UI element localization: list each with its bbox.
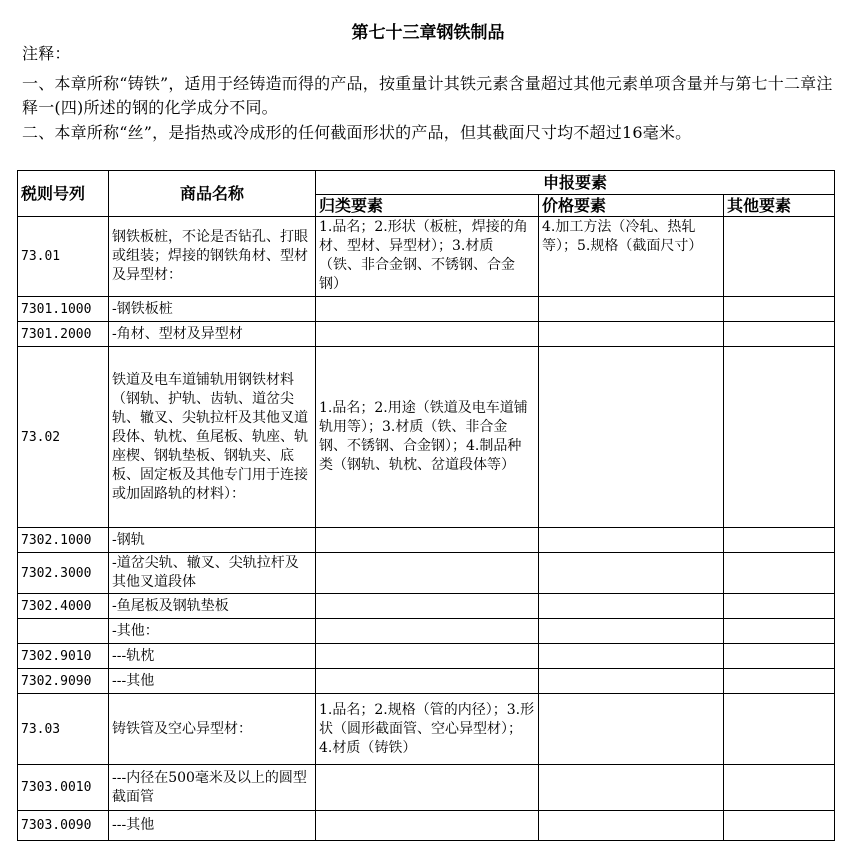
cell-code: 7303.0090 — [18, 811, 109, 841]
cell-code: 73.03 — [18, 694, 109, 765]
cell-code: 7301.2000 — [18, 322, 109, 347]
cell-other — [724, 811, 835, 841]
cell-classification: 1.品名；2.用途（铁道及电车道铺轨用等）；3.材质（铁、非合金钢、不锈钢、合金钢）；4.制品种类（钢轨、轨枕、岔道段体等） — [316, 347, 539, 528]
header-code: 税则号列 — [18, 171, 109, 217]
cell-classification — [316, 594, 539, 619]
table-row — [18, 528, 835, 553]
cell-other — [724, 297, 835, 322]
table-row — [18, 217, 835, 297]
cell-other — [724, 594, 835, 619]
cell-code: 7302.1000 — [18, 528, 109, 553]
cell-classification — [316, 553, 539, 594]
table-row — [18, 553, 835, 594]
cell-classification: 1.品名；2.规格（管的内径）；3.形状（圆形截面管、空心异型材）；4.材质（铸铁） — [316, 694, 539, 765]
cell-classification — [316, 811, 539, 841]
cell-classification — [316, 322, 539, 347]
table-row — [18, 644, 835, 669]
chapter-title: 第七十三章钢铁制品 — [351, 23, 505, 43]
cell-code: 7302.9010 — [18, 644, 109, 669]
cell-other — [724, 765, 835, 811]
cell-name: -其他： — [109, 619, 316, 644]
cell-code: 7301.1000 — [18, 297, 109, 322]
cell-price — [539, 811, 724, 841]
cell-price — [539, 669, 724, 694]
cell-price — [539, 644, 724, 669]
table-row — [18, 694, 835, 765]
cell-name: ---其他 — [109, 811, 316, 841]
cell-classification — [316, 644, 539, 669]
cell-classification — [316, 297, 539, 322]
cell-other — [724, 694, 835, 765]
note-1: 一、本章所称“铸铁”，适用于经铸造而得的产品，按重量计其铁元素含量超过其他元素单项含量并与第七十二章注释一(四)所述的钢的化学成分不同。 — [22, 74, 833, 117]
cell-code: 7302.3000 — [18, 553, 109, 594]
header-price: 价格要素 — [539, 195, 724, 217]
cell-other — [724, 619, 835, 644]
cell-name: -鱼尾板及钢轨垫板 — [109, 594, 316, 619]
table-row — [18, 811, 835, 841]
cell-classification: 1.品名；2.形状（板桩，焊接的角材、型材、异型材）；3.材质（铁、非合金钢、不锈钢、合金钢） — [316, 217, 539, 297]
cell-code: 7302.9090 — [18, 669, 109, 694]
cell-name: 铁道及电车道铺轨用钢铁材料（钢轨、护轨、齿轨、道岔尖轨、辙叉、尖轨拉杆及其他叉道段体、轨枕、鱼尾板、轨座、轨座楔、钢轨垫板、钢轨夹、底板、固定板及其他专门用于连接或加固路轨的材料）： — [109, 347, 316, 528]
cell-classification — [316, 765, 539, 811]
cell-other — [724, 528, 835, 553]
cell-price — [539, 297, 724, 322]
table-row — [18, 594, 835, 619]
cell-name: -角材、型材及异型材 — [109, 322, 316, 347]
table-row — [18, 619, 835, 644]
table-row — [18, 322, 835, 347]
cell-code: 73.01 — [18, 217, 109, 297]
cell-other — [724, 553, 835, 594]
cell-code: 7303.0010 — [18, 765, 109, 811]
cell-classification — [316, 669, 539, 694]
header-name: 商品名称 — [109, 171, 316, 217]
cell-name: ---内径在500毫米及以上的圆型截面管 — [109, 765, 316, 811]
notes-heading: 注释： — [22, 44, 71, 63]
cell-price — [539, 322, 724, 347]
cell-price: 4.加工方法（冷轧、热轧等）；5.规格（截面尺寸） — [539, 217, 724, 297]
cell-name: -钢铁板桩 — [109, 297, 316, 322]
cell-price — [539, 765, 724, 811]
cell-name: -道岔尖轨、辙叉、尖轨拉杆及其他叉道段体 — [109, 553, 316, 594]
cell-price — [539, 594, 724, 619]
table-row — [18, 669, 835, 694]
cell-price — [539, 694, 724, 765]
cell-other — [724, 217, 835, 297]
cell-name: ---其他 — [109, 669, 316, 694]
cell-code: 73.02 — [18, 347, 109, 528]
cell-name: 铸铁管及空心异型材： — [109, 694, 316, 765]
header-classification: 归类要素 — [316, 195, 539, 217]
cell-price — [539, 347, 724, 528]
cell-classification — [316, 619, 539, 644]
cell-other — [724, 347, 835, 528]
cell-price — [539, 553, 724, 594]
cell-other — [724, 322, 835, 347]
table-row — [18, 765, 835, 811]
note-2: 二、本章所称“丝”，是指热或冷成形的任何截面形状的产品，但其截面尺寸均不超过16毫米。 — [22, 123, 692, 142]
cell-price — [539, 619, 724, 644]
cell-name: ---轨枕 — [109, 644, 316, 669]
header-declaration: 申报要素 — [316, 171, 835, 195]
tariff-table — [17, 170, 835, 841]
cell-classification — [316, 528, 539, 553]
cell-name: 钢铁板桩，不论是否钻孔、打眼或组装；焊接的钢铁角材、型材及异型材： — [109, 217, 316, 297]
cell-name: -钢轨 — [109, 528, 316, 553]
cell-code — [18, 619, 109, 644]
cell-other — [724, 644, 835, 669]
cell-price — [539, 528, 724, 553]
header-other: 其他要素 — [724, 195, 835, 217]
cell-code: 7302.4000 — [18, 594, 109, 619]
table-row — [18, 297, 835, 322]
table-row — [18, 347, 835, 528]
cell-other — [724, 669, 835, 694]
